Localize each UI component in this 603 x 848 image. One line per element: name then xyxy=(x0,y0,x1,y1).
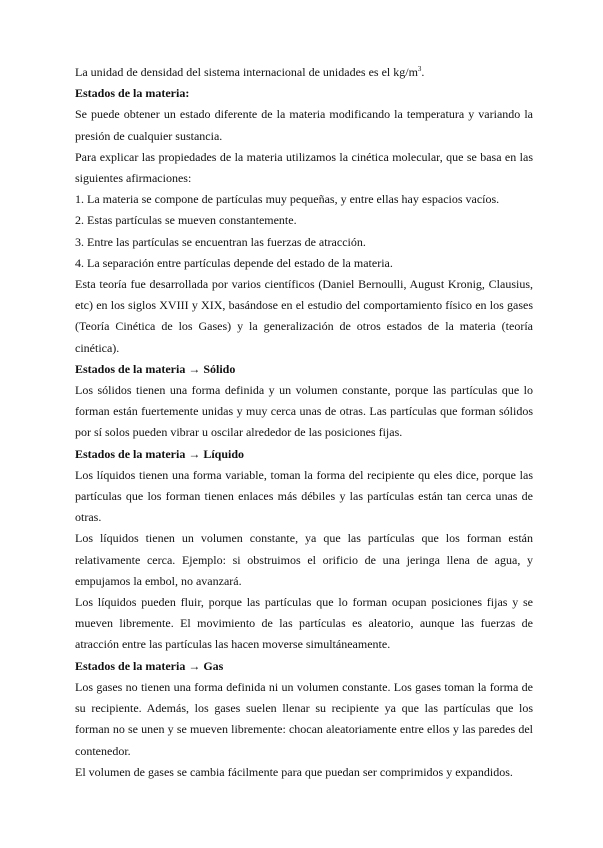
paragraph: Los sólidos tienen una forma definida y un volumen constante, porque las partículas que lo forman están fuertemente unidas y muy cerca unas de otras. Las partículas que forman sólidos por sí solos pueden vibrar u oscilar alrededor de las posiciones fijas. xyxy=(75,383,533,440)
density-paragraph: La unidad de densidad del sistema internacional de unidades es el $kg/m^3$. xyxy=(75,65,425,79)
heading-estados: Estados de la materia: xyxy=(75,86,190,101)
paragraph: Los líquidos tienen un volumen constante, ya que las partículas que los forman están relativamente cerca. Ejemplo: si obstruimos el orificio de una jeringa llena de agua, y empujamos la embol, no avanzará. xyxy=(75,531,533,588)
document-body xyxy=(75,62,533,783)
heading-liquido: Estados de la materia → Líquido xyxy=(75,446,245,461)
list-item: 1. La materia se compone de partículas muy pequeñas, y entre ellas hay espacios vacíos. xyxy=(75,192,500,207)
paragraph: Los gases no tienen una forma definida ni un volumen constante. Los gases toman la forma de su recipiente. Además, los gases suelen llenar su recipiente ya que las partículas que los forman no se unen y se mueven libremente: chocan aleatoriamente entre ellos y las paredes del contenedor. xyxy=(75,679,533,758)
density-exponent: 3 xyxy=(417,65,422,73)
paragraph: Los líquidos pueden fluir, porque las partículas que lo forman ocupan posiciones fijas y se mueven libremente. El movimiento de las partículas es aleatorio, aunque las fuerzas de atracción entre las partículas las hacen moverse simultáneamente. xyxy=(75,595,533,652)
list-item: 2. Estas partículas se mueven constantemente. xyxy=(75,213,297,228)
list-item: 3. Entre las partículas se encuentran las fuerzas de atracción. xyxy=(75,234,366,249)
paragraph: Se puede obtener un estado diferente de la materia modificando la temperatura y variando la presión de cualquier sustancia. xyxy=(75,107,533,143)
heading-gas: Estados de la materia → Gas xyxy=(75,658,224,673)
paragraph: El volumen de gases se cambia fácilmente para que puedan ser comprimidos y expandidos. xyxy=(75,764,513,779)
heading-solido: Estados de la materia → Sólido xyxy=(75,361,236,376)
paragraph: Para explicar las propiedades de la materia utilizamos la cinética molecular, que se basa en las siguientes afirmaciones: xyxy=(75,149,533,186)
paragraph: Los líquidos tienen una forma variable, toman la forma del recipiente qu eles dice, porque las partículas que los forman tienen enlaces más débiles y las partículas están tan cerca unas de otras. xyxy=(75,467,533,525)
list-item: 4. La separación entre partículas depende del estado de la materia. xyxy=(75,255,393,270)
paragraph: Esta teoría fue desarrollada por varios científicos (Daniel Bernoulli, August Kronig, Clausius, etc) en los siglos XVIII y XIX, basándose en el estudio del comportamiento físico en los gases (Teoría Cinética de los Gases) y la generalización de otros estados de la materia (teoría cinética). xyxy=(75,277,533,355)
